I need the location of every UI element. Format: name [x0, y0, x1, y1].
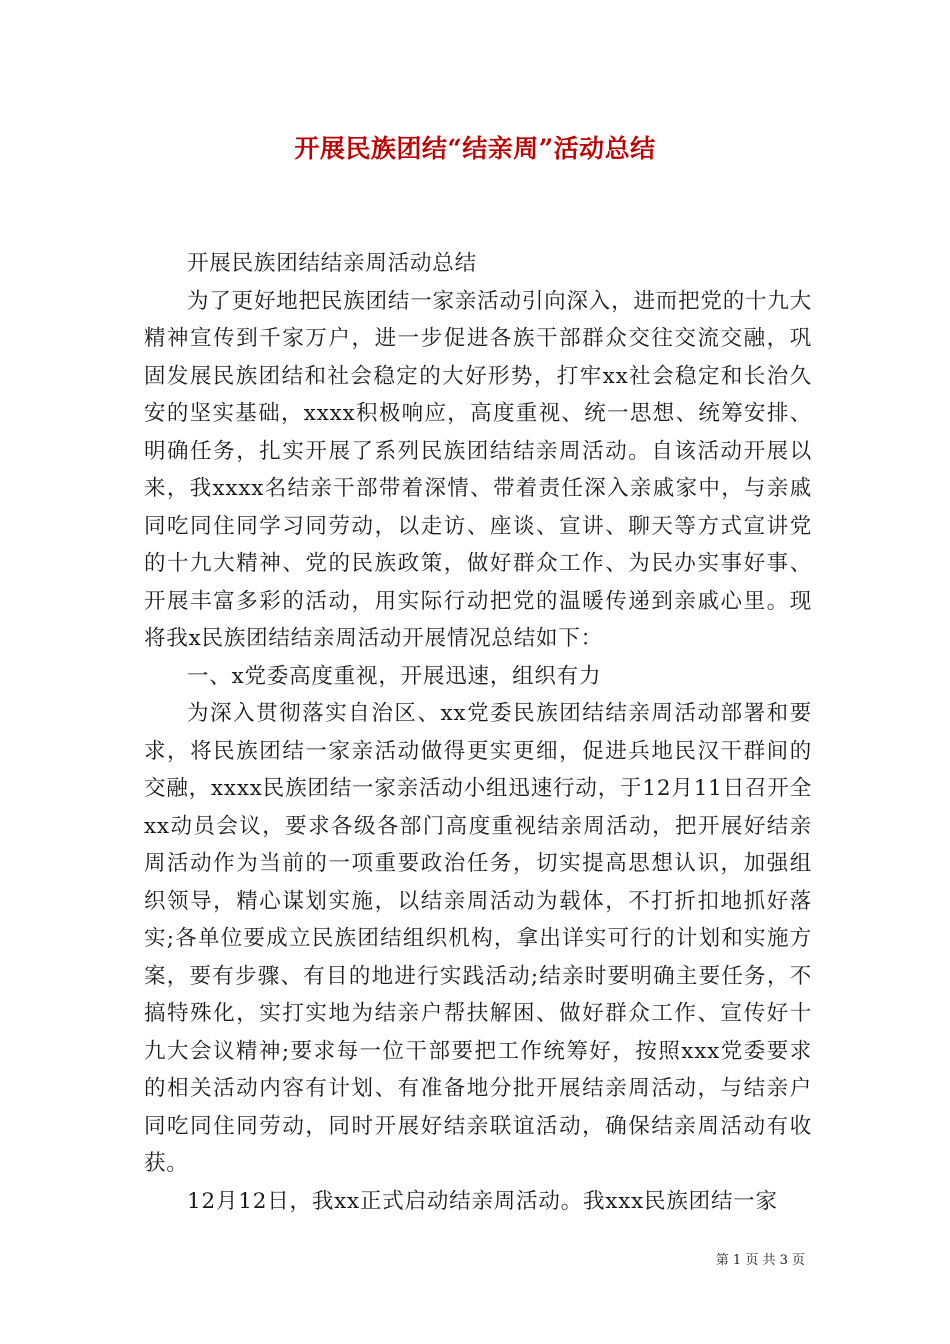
- document-body: [144, 245, 812, 1220]
- page-number-footer: 第 1 页 共 3 页: [715, 1253, 805, 1268]
- paragraph-section-1: 为深入贯彻落实自治区、xx党委民族团结结亲周活动部署和要求，将民族团结一家亲活动做得更实更细，促进兵地民汉干群间的交融，xxxx民族团结一家亲活动小组迅速行动，于12月11日召开全xx动员会议，要求各级各部门高度重视结亲周活动，把开展好结亲周活动作为当前的一项重要政治任务，切实提高思想认识，加强组织领导，精心谋划实施，以结亲周活动为载体，不打折扣地抓好落实;各单位要成立民族团结组织机构，拿出详实可行的计划和实施方案，要有步骤、有目的地进行实践活动;结亲时要明确主要任务，不搞特殊化，实打实地为结亲户帮扶解困、做好群众工作、宣传好十九大会议精神;要求每一位干部要把工作统筹好，按照xxx党委要求的相关活动内容有计划、有准备地分批开展结亲周活动，与结亲户同吃同住同劳动，同时开展好结亲联谊活动，确保结亲周活动有收获。: [144, 701, 812, 1176]
- section-heading-1: 一、x党委高度重视，开展迅速，组织有力: [187, 663, 602, 689]
- paragraph-subtitle: 开展民族团结结亲周活动总结: [187, 251, 477, 276]
- paragraph-intro: 为了更好地把民族团结一家亲活动引向深入，进而把党的十九大精神宣传到千家万户，进一步促进各族干部群众交往交流交融，巩固发展民族团结和社会稳定的大好形势，打牢xx社会稳定和长治久安的坚实基础，xxxx积极响应，高度重视、统一思想、统筹安排、明确任务，扎实开展了系列民族团结结亲周活动。自该活动开展以来，我xxxx名结亲干部带着深情、带着责任深入亲戚家中，与亲戚同吃同住同学习同劳动，以走访、座谈、宣讲、聊天等方式宣讲党的十九大精神、党的民族政策，做好群众工作、为民办实事好事、开展丰富多彩的活动，用实际行动把党的温暖传递到亲戚心里。现将我x民族团结结亲周活动开展情况总结如下：: [144, 288, 812, 651]
- paragraph-launch: 12月12日，我xx正式启动结亲周活动。我xxx民族团结一家: [187, 1188, 778, 1214]
- document-title: 开展民族团结“结亲周”活动总结: [294, 134, 656, 163]
